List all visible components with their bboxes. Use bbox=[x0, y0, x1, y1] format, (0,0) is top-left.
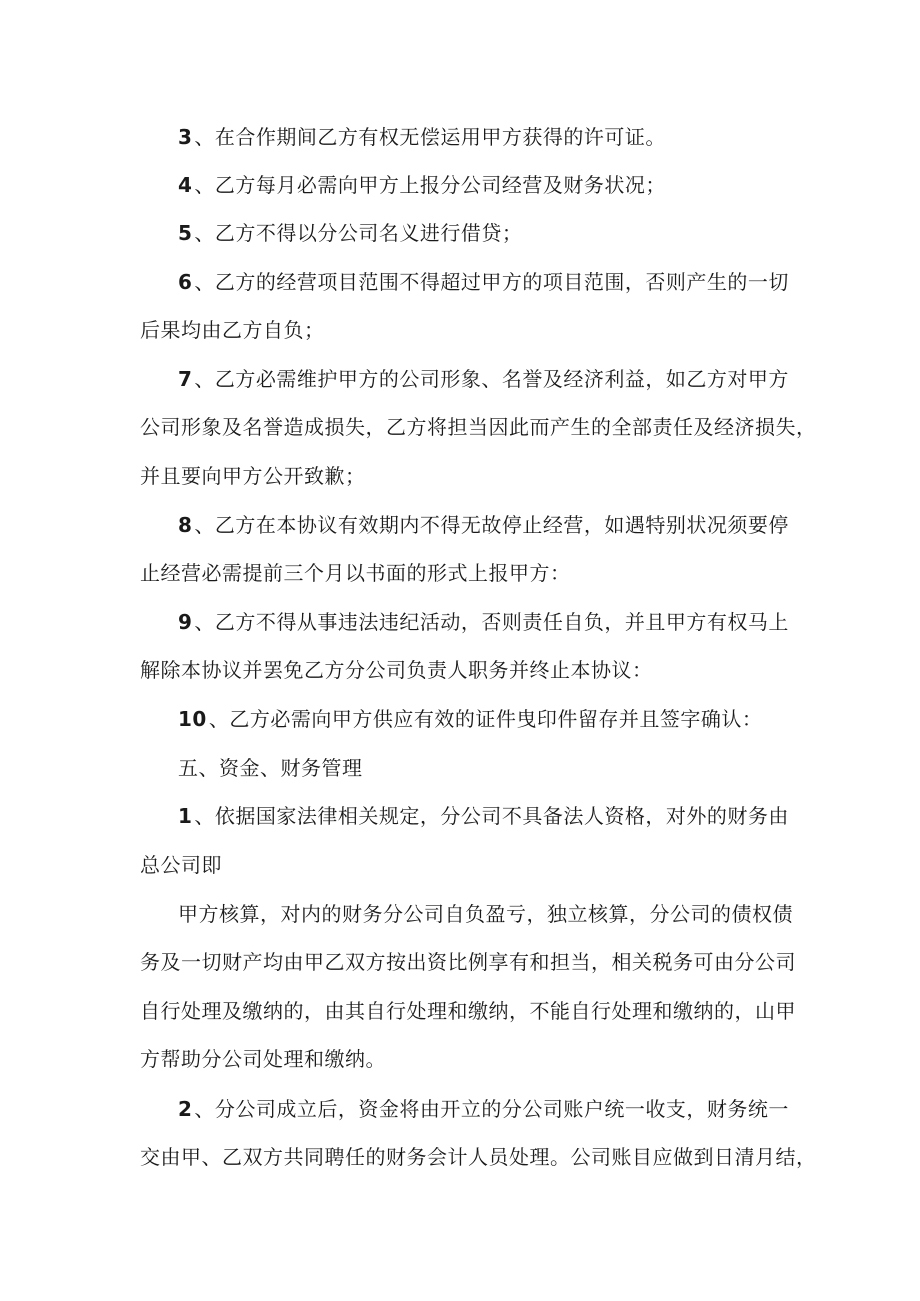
finance-paragraph bbox=[178, 901, 838, 927]
clause-7-continued bbox=[140, 463, 800, 489]
clause-number: 2 bbox=[178, 1097, 193, 1121]
clause-4 bbox=[178, 172, 838, 198]
paragraph-text: 方帮助分公司处理和缴纳。 bbox=[140, 1047, 386, 1071]
clause-number: 9 bbox=[178, 610, 193, 634]
finance-clause-1-continued bbox=[140, 852, 800, 878]
clause-text: 、乙方必需向甲方供应有效的证件曳印件留存并且签字确认： bbox=[208, 707, 763, 731]
clause-text: 、分公司成立后，资金将由开立的分公司账户统一收支，财务统一 bbox=[194, 1097, 789, 1121]
paragraph-text: 自行处理及缴纳的，由其自行处理和缴纳，不能自行处理和缴纳的，山甲 bbox=[140, 999, 796, 1023]
clause-text: 交由甲、乙双方共同聘任的财务会计人员处理。公司账目应做到日清月结， bbox=[140, 1145, 817, 1169]
clause-number: 5 bbox=[178, 221, 193, 245]
clause-text: 止经营必需提前三个月以书面的形式上报甲方： bbox=[140, 561, 571, 585]
clause-text: 、乙方在本协议有效期内不得无故停止经营，如遇特别状况须要停 bbox=[194, 513, 789, 537]
section-heading bbox=[178, 755, 838, 781]
clause-9 bbox=[178, 609, 838, 635]
clause-text: 并且要向甲方公开致歉； bbox=[140, 464, 366, 488]
finance-clause-2-continued bbox=[140, 1144, 817, 1170]
clause-text: 总公司即 bbox=[140, 853, 222, 877]
clause-number: 10 bbox=[178, 707, 207, 731]
clause-text: 、乙方必需维护甲方的公司形象、名誉及经济利益，如乙方对甲方 bbox=[194, 367, 789, 391]
clause-text: 、乙方不得以分公司名义进行借贷； bbox=[194, 221, 523, 245]
clause-text: 、依据国家法律相关规定，分公司不具备法人资格，对外的财务由 bbox=[194, 804, 789, 828]
clause-text: 解除本协议并罢免乙方分公司负责人职务并终止本协议： bbox=[140, 658, 653, 682]
finance-paragraph-continued bbox=[140, 949, 800, 975]
paragraph-text: 务及一切财产均由甲乙双方按出资比例享有和担当，相关税务可由分公司 bbox=[140, 950, 796, 974]
finance-paragraph-continued bbox=[140, 998, 800, 1024]
finance-clause-2 bbox=[178, 1096, 838, 1122]
clause-7-continued bbox=[140, 414, 817, 440]
clause-7 bbox=[178, 366, 838, 392]
clause-number: 6 bbox=[178, 270, 193, 294]
clause-text: 后果均由乙方自负； bbox=[140, 318, 325, 342]
clause-number: 8 bbox=[178, 513, 193, 537]
finance-paragraph-continued bbox=[140, 1046, 800, 1072]
clause-text: 、乙方每月必需向甲方上报分公司经营及财务状况； bbox=[194, 173, 666, 197]
clause-10 bbox=[178, 706, 838, 732]
clause-6 bbox=[178, 269, 838, 295]
clause-8 bbox=[178, 512, 838, 538]
clause-8-continued bbox=[140, 560, 800, 586]
clause-number: 7 bbox=[178, 367, 193, 391]
clause-5 bbox=[178, 220, 838, 246]
paragraph-text: 甲方核算，对内的财务分公司自负盈亏，独立核算，分公司的债权债 bbox=[178, 902, 793, 926]
clause-number: 1 bbox=[178, 804, 193, 828]
clause-9-continued bbox=[140, 657, 800, 683]
clause-number: 4 bbox=[178, 173, 193, 197]
section-title: 五、资金、财务管理 bbox=[178, 756, 363, 780]
finance-clause-1 bbox=[178, 803, 838, 829]
clause-3 bbox=[178, 124, 838, 150]
clause-text: 公司形象及名誉造成损失，乙方将担当因此而产生的全部责任及经济损失， bbox=[140, 415, 817, 439]
clause-text: 、在合作期间乙方有权无偿运用甲方获得的许可证。 bbox=[194, 125, 666, 149]
clause-text: 、乙方的经营项目范围不得超过甲方的项目范围，否则产生的一切 bbox=[194, 270, 789, 294]
clause-number: 3 bbox=[178, 125, 193, 149]
clause-text: 、乙方不得从事违法违纪活动，否则责任自负，并且甲方有权马上 bbox=[194, 610, 789, 634]
clause-6-continued bbox=[140, 317, 800, 343]
